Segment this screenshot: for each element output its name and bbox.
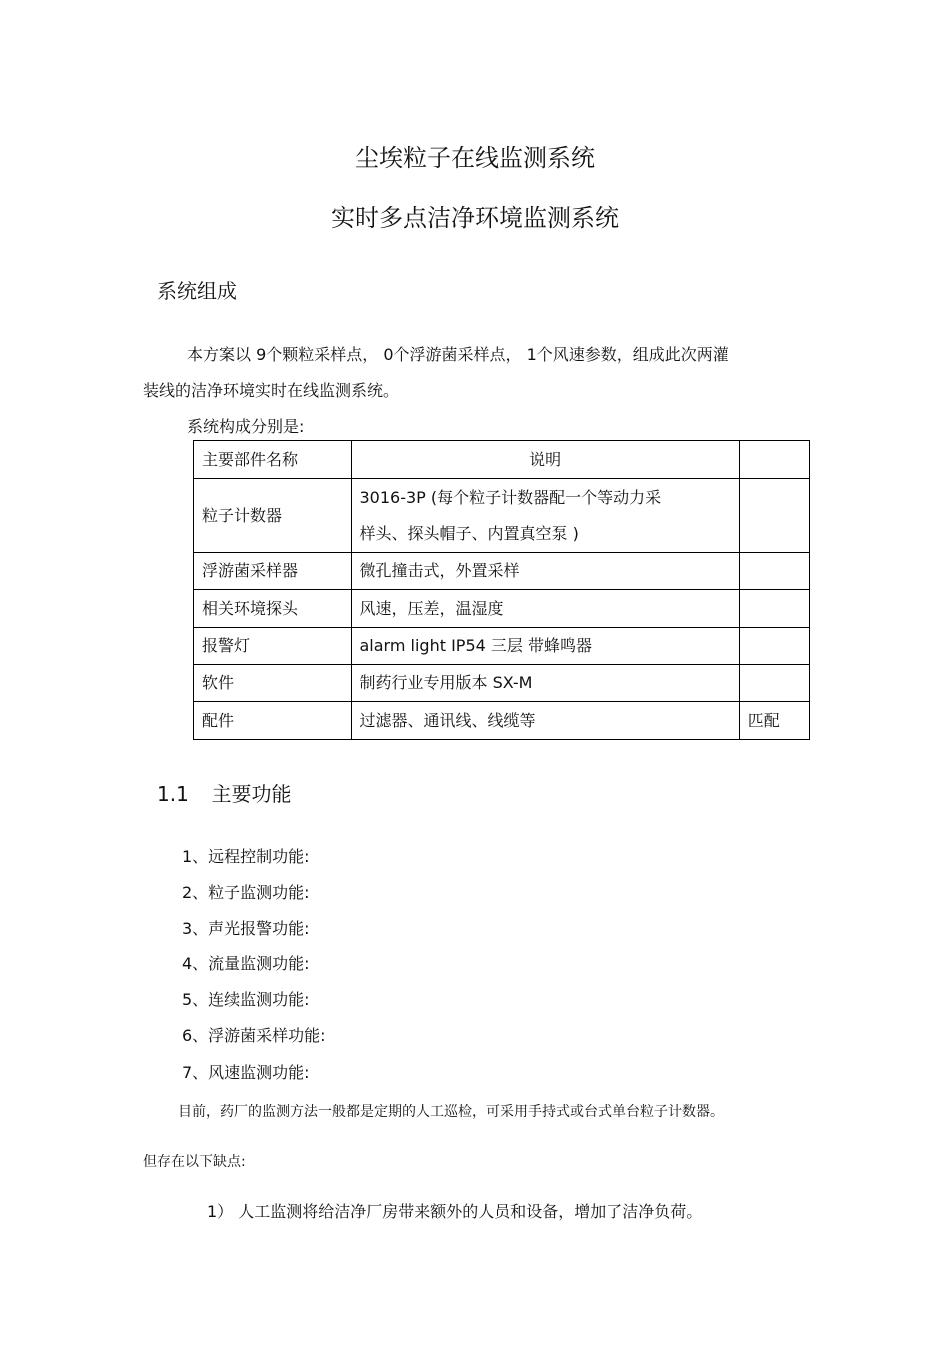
section-heading-functions: [157, 778, 292, 807]
function-item: 5、连续监测功能:: [182, 990, 310, 1009]
table-cell-desc: 过滤器、通讯线、线缆等: [351, 702, 739, 740]
table-cell-note: [739, 665, 809, 702]
table-row: [194, 590, 810, 628]
table-header-row: [194, 441, 810, 479]
table-row: [194, 479, 810, 553]
table-cell-desc-line: 样头、探头帽子、内置真空泵 ): [359, 523, 579, 543]
table-cell-desc: alarm light IP54 三层 带蜂鸣器: [351, 628, 739, 665]
table-cell-note: [739, 590, 809, 628]
table-row: [194, 665, 810, 702]
table-row: [194, 553, 810, 590]
function-item: 2、粒子监测功能:: [182, 883, 310, 902]
table-cell-name: 相关环境探头: [194, 590, 352, 628]
components-table: [193, 440, 810, 740]
table-cell-name: 粒子计数器: [194, 479, 352, 553]
table-cell-note: 匹配: [739, 702, 809, 740]
function-item: 7、风速监测功能:: [182, 1063, 310, 1082]
intro-paragraph-line-2: 装线的洁净环境实时在线监测系统。: [143, 381, 400, 400]
table-row: [194, 702, 810, 740]
table-row: [194, 628, 810, 665]
function-item: 1、远程控制功能:: [182, 847, 310, 866]
function-item: 4、流量监测功能:: [182, 954, 310, 973]
intro-paragraph-line-1: 本方案以 9个颗粒采样点， 0个浮游菌采样点， 1个风速参数，组成此次两灌: [187, 345, 729, 364]
section-title: 主要功能: [211, 782, 292, 806]
doc-title: 尘埃粒子在线监测系统: [355, 144, 595, 172]
table-cell-name: 配件: [194, 702, 352, 740]
table-cell-note: [739, 479, 809, 553]
table-cell-note: [739, 628, 809, 665]
table-cell-desc: 微孔撞击式，外置采样: [351, 553, 739, 590]
table-header-cell: 说明: [351, 441, 739, 479]
table-header-cell: [739, 441, 809, 479]
section-heading-composition: 系统组成: [157, 279, 237, 303]
function-item: 3、声光报警功能:: [182, 919, 310, 938]
table-cell-note: [739, 553, 809, 590]
table-cell-desc: 制药行业专用版本 SX-M: [351, 665, 739, 702]
table-cell-name: 报警灯: [194, 628, 352, 665]
table-cell-name: 软件: [194, 665, 352, 702]
function-item: 6、浮游菌采样功能:: [182, 1026, 326, 1045]
table-cell-desc-line: 3016-3P (每个粒子计数器配一个等动力采: [359, 487, 662, 507]
components-label: 系统构成分别是:: [187, 417, 305, 436]
table-cell-desc: 风速，压差，温湿度: [351, 590, 739, 628]
drawbacks-label: 但存在以下缺点:: [143, 1154, 246, 1170]
note-paragraph: 目前，药厂的监测方法一般都是定期的人工巡检，可采用手持式或台式单台粒子计数器。: [178, 1104, 724, 1120]
table-header-cell: 主要部件名称: [194, 441, 352, 479]
table-cell-name: 浮游菌采样器: [194, 553, 352, 590]
table-cell-desc: [351, 479, 739, 553]
doc-subtitle: 实时多点洁净环境监测系统: [331, 204, 619, 232]
drawback-item: 1） 人工监测将给洁净厂房带来额外的人员和设备，增加了洁净负荷。: [207, 1202, 703, 1221]
section-number: 1.1: [157, 782, 189, 806]
